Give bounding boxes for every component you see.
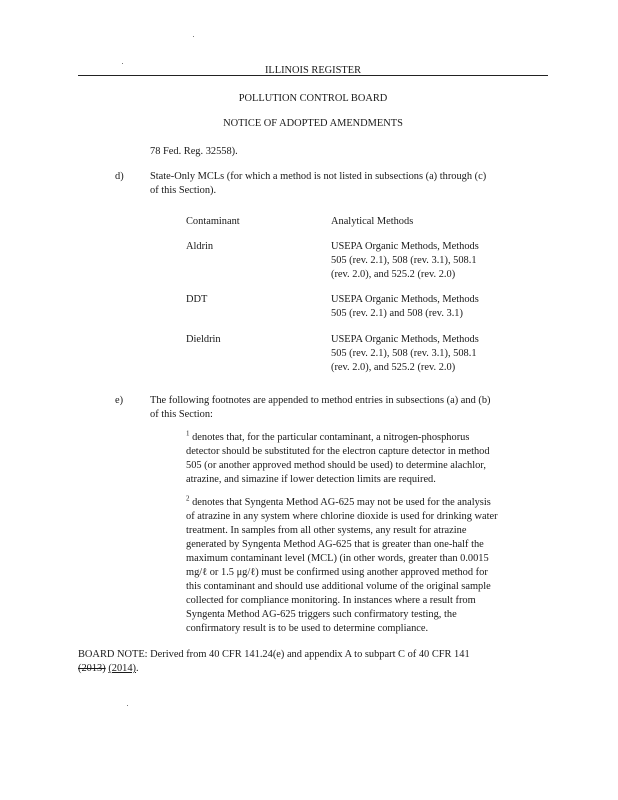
footnote-1-line: atrazine, and simazine if lower detection limits are required.	[186, 474, 436, 485]
section-e-label: e)	[115, 395, 124, 406]
table-header-contaminant: Contaminant	[186, 216, 240, 227]
table-row-methods	[331, 333, 479, 375]
footnote-2-line: $^2$ denotes that Syngenta Method AG-625 may not be used for the analysis	[186, 494, 491, 508]
table-header-methods: Analytical Methods	[331, 216, 414, 227]
footnote-1-line: detector should be substituted for the electron capture detector in method	[186, 446, 490, 457]
methods-line: 505 (rev. 2.1), 508 (rev. 3.1), 508.1	[331, 348, 477, 359]
footnote-2-line: Syngenta Method AG-625 triggers such confirmatory testing, the	[186, 609, 457, 620]
board-title: POLLUTION CONTROL BOARD	[238, 93, 388, 104]
board-note	[78, 648, 470, 676]
added-year: (2014)	[108, 663, 137, 674]
methods-line: USEPA Organic Methods, Methods	[331, 294, 479, 305]
footnote-2-mark: 2	[186, 494, 190, 503]
table-row-methods	[331, 240, 479, 282]
methods-line: (rev. 2.0), and 525.2 (rev. 2.0)	[331, 362, 456, 373]
register-title: ILLINOIS REGISTER	[264, 65, 362, 76]
notice-title: NOTICE OF ADOPTED AMENDMENTS	[223, 118, 403, 129]
scan-speck	[193, 36, 194, 37]
board-note-line2: (2013) (2014).	[78, 663, 139, 674]
scan-speck	[127, 705, 128, 706]
struck-year: (2013)	[78, 663, 106, 674]
footnote-1	[186, 431, 490, 487]
section-e-line1: The following footnotes are appended to method entries in subsections (a) and (b)	[150, 395, 491, 406]
section-d-label: d)	[115, 171, 124, 182]
footnote-1-line: 505 (or another approved method should be used) to determine alachlor,	[186, 460, 486, 471]
footnote-2-line: this contaminant and should use additional volume of the original sample	[186, 581, 491, 592]
section-d-line2: of this Section).	[150, 185, 217, 196]
section-e-line2: of this Section:	[150, 409, 213, 420]
table-row-contaminant: DDT	[186, 294, 208, 305]
footnote-2-line: maximum contaminant level (MCL) (in other words, greater than 0.0015	[186, 553, 489, 564]
footnote-2-line: collected for compliance monitoring. In instances where a result from	[186, 595, 476, 606]
methods-line: 505 (rev. 2.1) and 508 (rev. 3.1)	[331, 308, 463, 319]
footnote-1-mark: 1	[186, 429, 190, 438]
table-row-contaminant: Aldrin	[186, 241, 214, 252]
footnote-2-line: of atrazine in any system where chlorine dioxide is used for drinking water	[186, 511, 498, 522]
methods-line: USEPA Organic Methods, Methods	[331, 334, 479, 345]
footnote-2-line: generated by Syngenta Method AG-625 that is greater than one-half the	[186, 539, 484, 550]
footnote-1-line: $^1$ denotes that, for the particular contaminant, a nitrogen-phosphorus	[186, 429, 470, 443]
footnote-2-line: confirmatory result is to be used to determine compliance.	[186, 623, 429, 634]
board-note-line1: BOARD NOTE: Derived from 40 CFR 141.24(e) and appendix A to subpart C of 40 CFR 141	[78, 649, 470, 660]
continuation-text: 78 Fed. Reg. 32558).	[150, 146, 238, 157]
methods-line: 505 (rev. 2.1), 508 (rev. 3.1), 508.1	[331, 255, 477, 266]
methods-line: USEPA Organic Methods, Methods	[331, 241, 479, 252]
section-d-line1: State-Only MCLs (for which a method is not listed in subsections (a) through (c)	[150, 171, 487, 182]
footnote-2-line: mg/ℓ or 1.5 μg/ℓ) must be confirmed using another approved method for	[186, 567, 488, 578]
table-row-contaminant: Dieldrin	[186, 334, 221, 345]
footnote-2-line: treatment. In samples from all other systems, any result for atrazine	[186, 525, 467, 536]
table-row-methods	[331, 293, 479, 321]
methods-line: (rev. 2.0), and 525.2 (rev. 2.0)	[331, 269, 456, 280]
footnote-2	[186, 496, 498, 636]
